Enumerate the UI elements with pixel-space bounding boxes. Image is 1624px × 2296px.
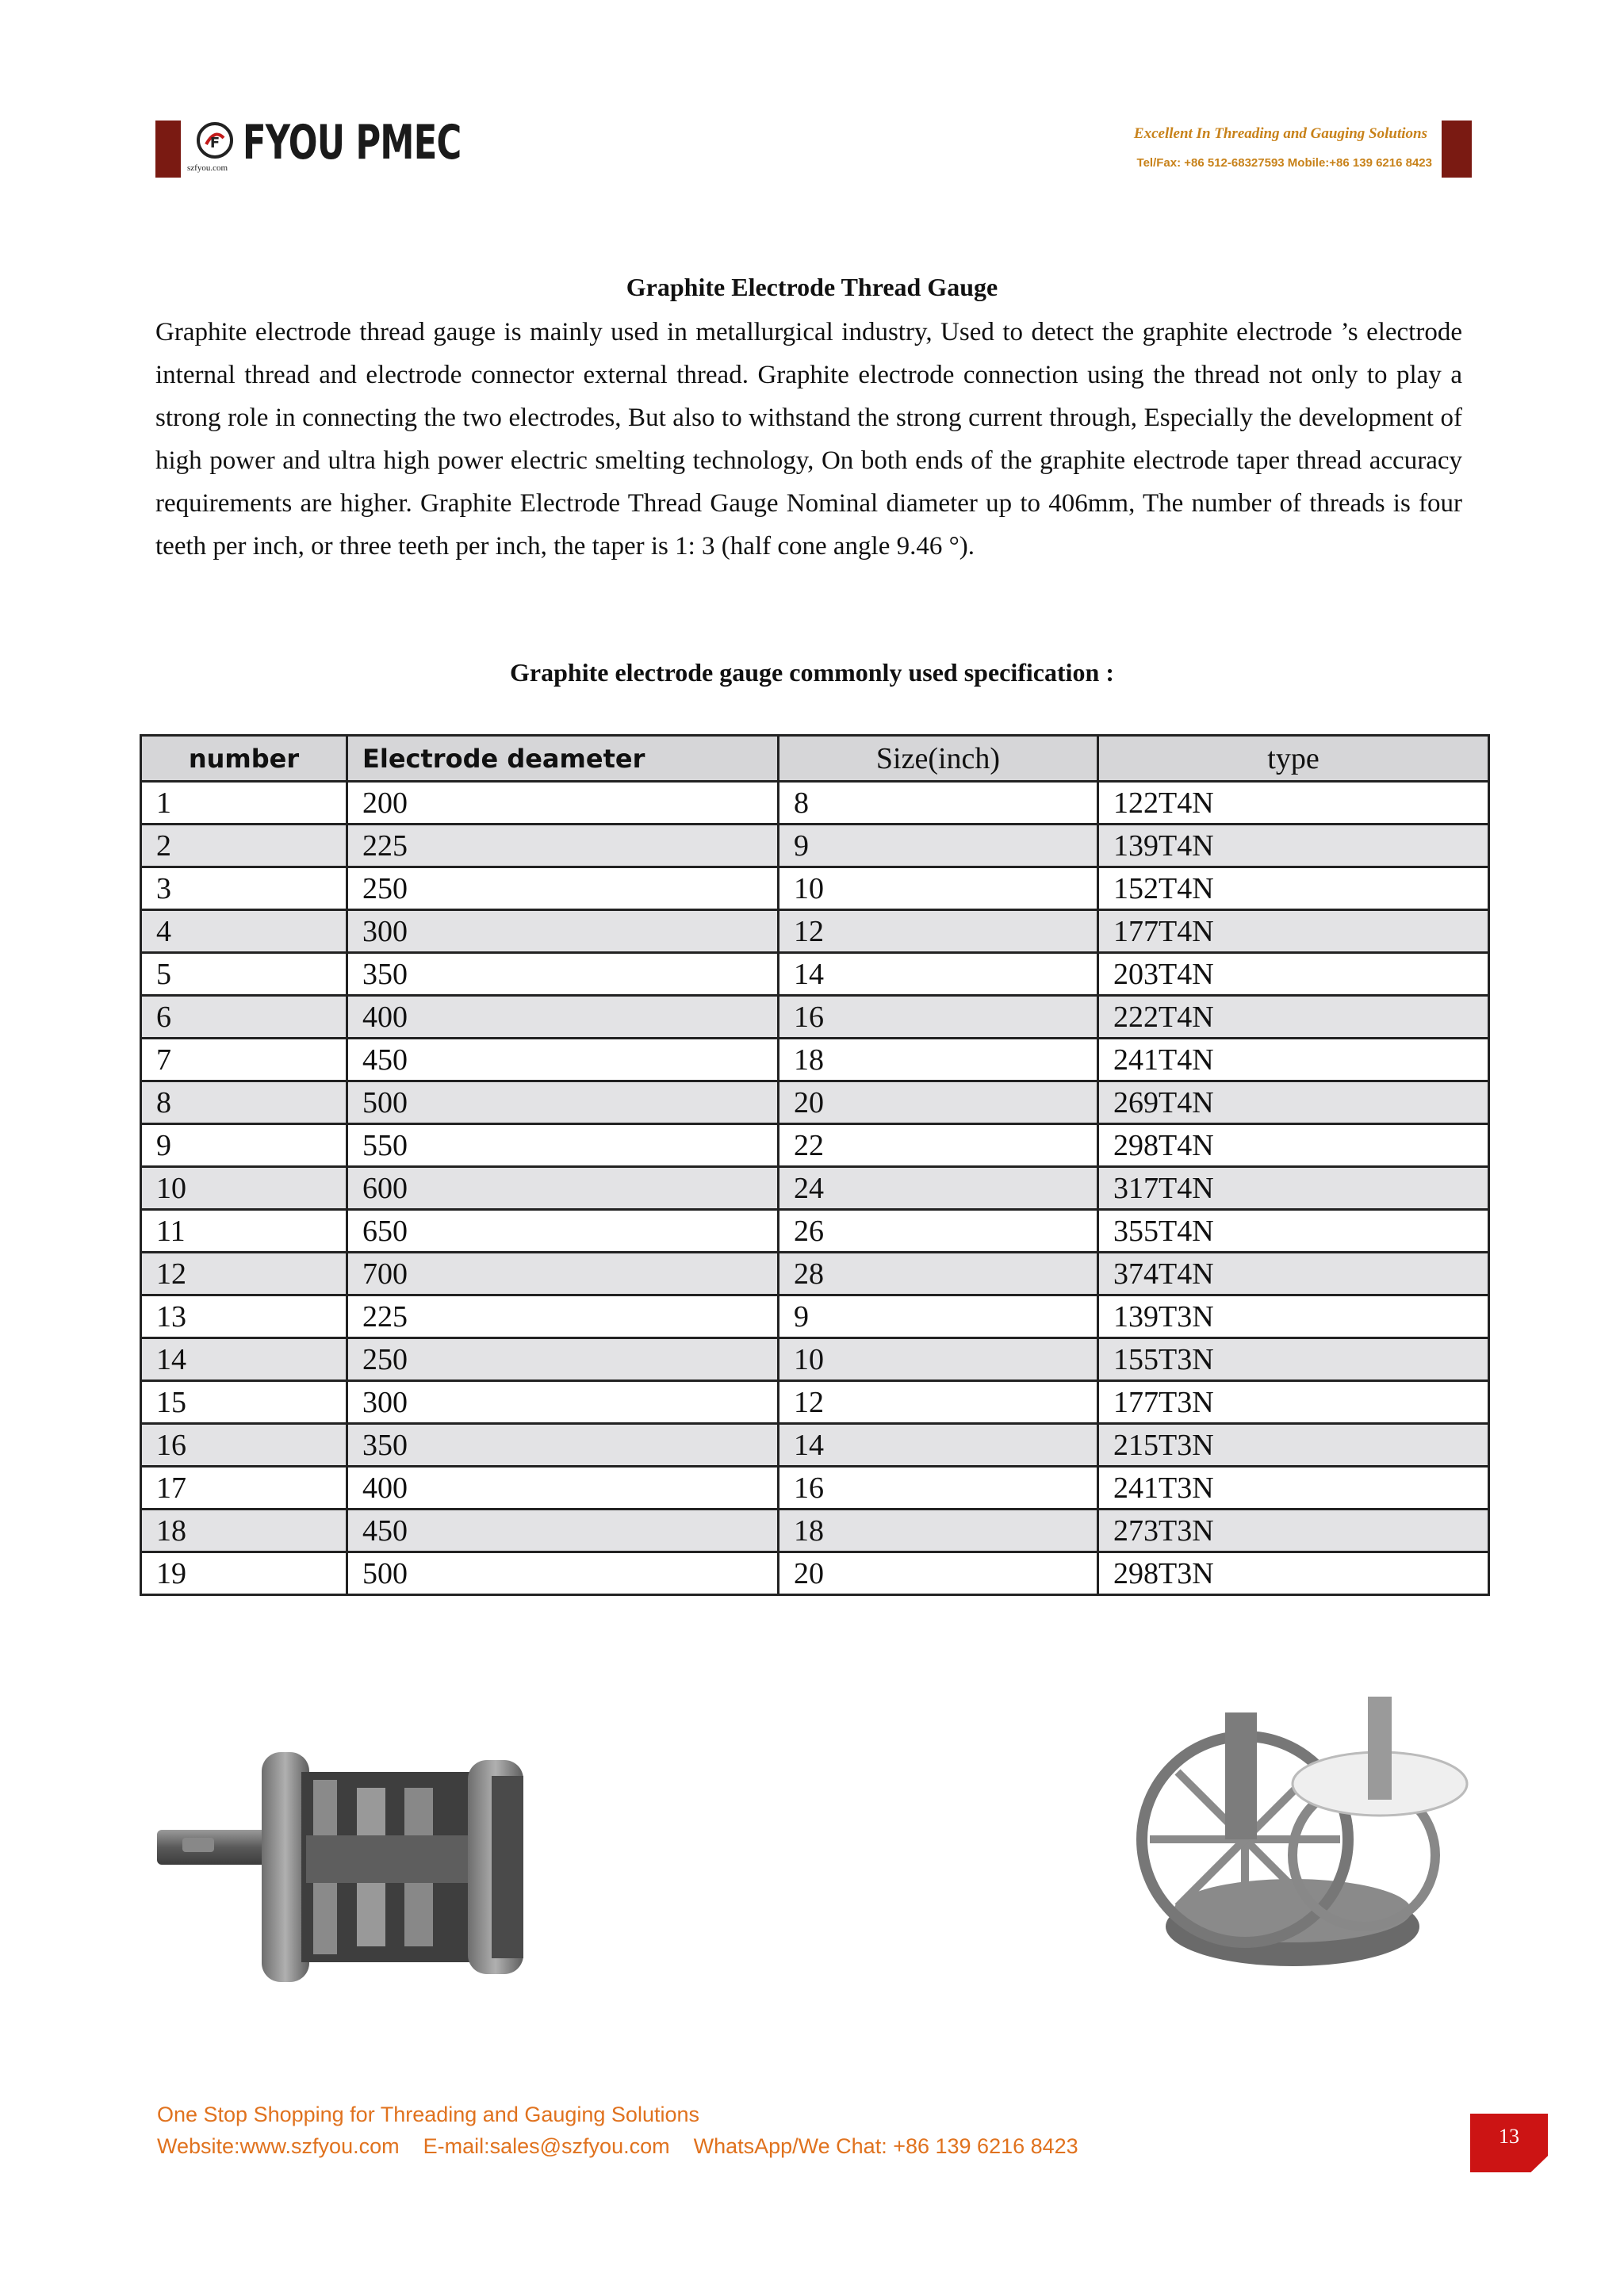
cell-electrode-diameter: 200 <box>347 782 779 825</box>
cell-number: 5 <box>141 953 347 996</box>
cell-size: 10 <box>779 867 1098 910</box>
logo-text: FYOU PMEC <box>243 115 462 170</box>
footer-contact-info: Website:www.szfyou.com E-mail:sales@szfyou.com WhatsApp/We Chat: +86 139 6216 8423 <box>157 2134 1078 2158</box>
cell-type: 139T4N <box>1098 825 1489 867</box>
table-row <box>141 953 1489 996</box>
cell-electrode-diameter: 400 <box>347 996 779 1039</box>
cell-number: 7 <box>141 1039 347 1081</box>
cell-type: 241T3N <box>1098 1467 1489 1510</box>
cell-type: 203T4N <box>1098 953 1489 996</box>
cell-type: 177T3N <box>1098 1381 1489 1424</box>
header-accent-bar-left <box>155 121 181 178</box>
table-row <box>141 910 1489 953</box>
cell-size: 14 <box>779 1424 1098 1467</box>
cell-type: 152T4N <box>1098 867 1489 910</box>
cell-size: 28 <box>779 1253 1098 1295</box>
thread-gauge-photo-right <box>1126 1697 1491 1990</box>
cell-number: 18 <box>141 1510 347 1552</box>
table-row <box>141 1338 1489 1381</box>
cell-size: 9 <box>779 825 1098 867</box>
description-paragraph: Graphite electrode thread gauge is mainly used in metallurgical industry, Used to detect the graphite electrode ’s electrode internal thread and electrode connector external thread. Graphite electrode connection using the thread not only to play a strong role in connecting the two electrodes, But also to withstand the strong current through, Especially the development of high power and ultra high power electric smelting technology, On both ends of the graphite electrode taper thread accuracy requirements are higher. Graphite Electrode Thread Gauge Nominal diameter up to 406mm, The number of threads is four teeth per inch, or three teeth per inch, the taper is 1: 3 (half cone angle 9.46 °). <box>155 318 1462 561</box>
column-header-electrode-diameter: Electrode deameter <box>347 736 779 782</box>
cell-number: 11 <box>141 1210 347 1253</box>
cell-size: 8 <box>779 782 1098 825</box>
column-header-number: number <box>141 736 347 782</box>
cell-number: 17 <box>141 1467 347 1510</box>
header-tagline: Excellent In Threading and Gauging Solutions <box>1133 125 1427 142</box>
table-row <box>141 1253 1489 1295</box>
cell-electrode-diameter: 225 <box>347 825 779 867</box>
cell-size: 20 <box>779 1552 1098 1595</box>
cell-size: 22 <box>779 1124 1098 1167</box>
table-row <box>141 1381 1489 1424</box>
table-row <box>141 1552 1489 1595</box>
cell-type: 222T4N <box>1098 996 1489 1039</box>
svg-text:F: F <box>209 135 220 151</box>
cell-type: 273T3N <box>1098 1510 1489 1552</box>
cell-number: 4 <box>141 910 347 953</box>
cell-type: 317T4N <box>1098 1167 1489 1210</box>
cell-electrode-diameter: 300 <box>347 1381 779 1424</box>
column-header-size: Size(inch) <box>779 736 1098 782</box>
cell-size: 14 <box>779 953 1098 996</box>
table-row <box>141 782 1489 825</box>
cell-number: 6 <box>141 996 347 1039</box>
cell-electrode-diameter: 450 <box>347 1510 779 1552</box>
cell-number: 19 <box>141 1552 347 1595</box>
header-accent-bar-right <box>1442 121 1472 178</box>
company-logo-icon <box>195 121 235 160</box>
cell-electrode-diameter: 250 <box>347 867 779 910</box>
cell-type: 269T4N <box>1098 1081 1489 1124</box>
cell-electrode-diameter: 550 <box>347 1124 779 1167</box>
table-body <box>141 782 1489 1595</box>
cell-size: 9 <box>779 1295 1098 1338</box>
cell-size: 12 <box>779 910 1098 953</box>
table-row <box>141 1510 1489 1552</box>
table-row <box>141 1124 1489 1167</box>
cell-number: 9 <box>141 1124 347 1167</box>
table-row <box>141 1167 1489 1210</box>
cell-size: 16 <box>779 1467 1098 1510</box>
page-number: 13 <box>1499 2125 1519 2148</box>
document-title: Graphite Electrode Thread Gauge <box>626 273 998 301</box>
cell-number: 10 <box>141 1167 347 1210</box>
cell-size: 18 <box>779 1510 1098 1552</box>
table-row <box>141 1424 1489 1467</box>
cell-size: 26 <box>779 1210 1098 1253</box>
cell-type: 355T4N <box>1098 1210 1489 1253</box>
spec-table <box>140 734 1490 1596</box>
cell-size: 18 <box>779 1039 1098 1081</box>
header-contact: Tel/Fax: +86 512-68327593 Mobile:+86 139 6216 8423 <box>1136 156 1432 170</box>
cell-type: 241T4N <box>1098 1039 1489 1081</box>
cell-number: 1 <box>141 782 347 825</box>
cell-electrode-diameter: 700 <box>347 1253 779 1295</box>
cell-number: 13 <box>141 1295 347 1338</box>
cell-electrode-diameter: 500 <box>347 1552 779 1595</box>
cell-type: 122T4N <box>1098 782 1489 825</box>
cell-type: 374T4N <box>1098 1253 1489 1295</box>
column-header-type: type <box>1098 736 1489 782</box>
table-row <box>141 996 1489 1039</box>
cell-number: 14 <box>141 1338 347 1381</box>
table-row <box>141 1210 1489 1253</box>
cell-number: 2 <box>141 825 347 867</box>
footer-slogan: One Stop Shopping for Threading and Gauging Solutions <box>157 2103 699 2126</box>
table-row <box>141 1467 1489 1510</box>
cell-number: 8 <box>141 1081 347 1124</box>
cell-type: 215T3N <box>1098 1424 1489 1467</box>
cell-electrode-diameter: 350 <box>347 1424 779 1467</box>
cell-electrode-diameter: 450 <box>347 1039 779 1081</box>
cell-electrode-diameter: 225 <box>347 1295 779 1338</box>
table-header-row <box>141 736 1489 782</box>
cell-number: 3 <box>141 867 347 910</box>
table-row <box>141 1295 1489 1338</box>
cell-electrode-diameter: 650 <box>347 1210 779 1253</box>
cell-type: 177T4N <box>1098 910 1489 953</box>
cell-electrode-diameter: 600 <box>347 1167 779 1210</box>
cell-size: 10 <box>779 1338 1098 1381</box>
cell-type: 298T4N <box>1098 1124 1489 1167</box>
cell-electrode-diameter: 250 <box>347 1338 779 1381</box>
table-row <box>141 1081 1489 1124</box>
table-row <box>141 825 1489 867</box>
cell-type: 139T3N <box>1098 1295 1489 1338</box>
cell-number: 16 <box>141 1424 347 1467</box>
cell-number: 12 <box>141 1253 347 1295</box>
cell-electrode-diameter: 300 <box>347 910 779 953</box>
cell-type: 155T3N <box>1098 1338 1489 1381</box>
table-row <box>141 1039 1489 1081</box>
cell-electrode-diameter: 350 <box>347 953 779 996</box>
cell-size: 16 <box>779 996 1098 1039</box>
table-row <box>141 867 1489 910</box>
cell-electrode-diameter: 400 <box>347 1467 779 1510</box>
cell-type: 298T3N <box>1098 1552 1489 1595</box>
spec-table-title: Graphite electrode gauge commonly used specification : <box>510 658 1114 687</box>
cell-size: 12 <box>779 1381 1098 1424</box>
logo-subtext: szfyou.com <box>187 163 228 173</box>
cell-number: 15 <box>141 1381 347 1424</box>
cell-size: 20 <box>779 1081 1098 1124</box>
thread-gauge-photo-left <box>151 1697 563 2006</box>
cell-electrode-diameter: 500 <box>347 1081 779 1124</box>
cell-size: 24 <box>779 1167 1098 1210</box>
